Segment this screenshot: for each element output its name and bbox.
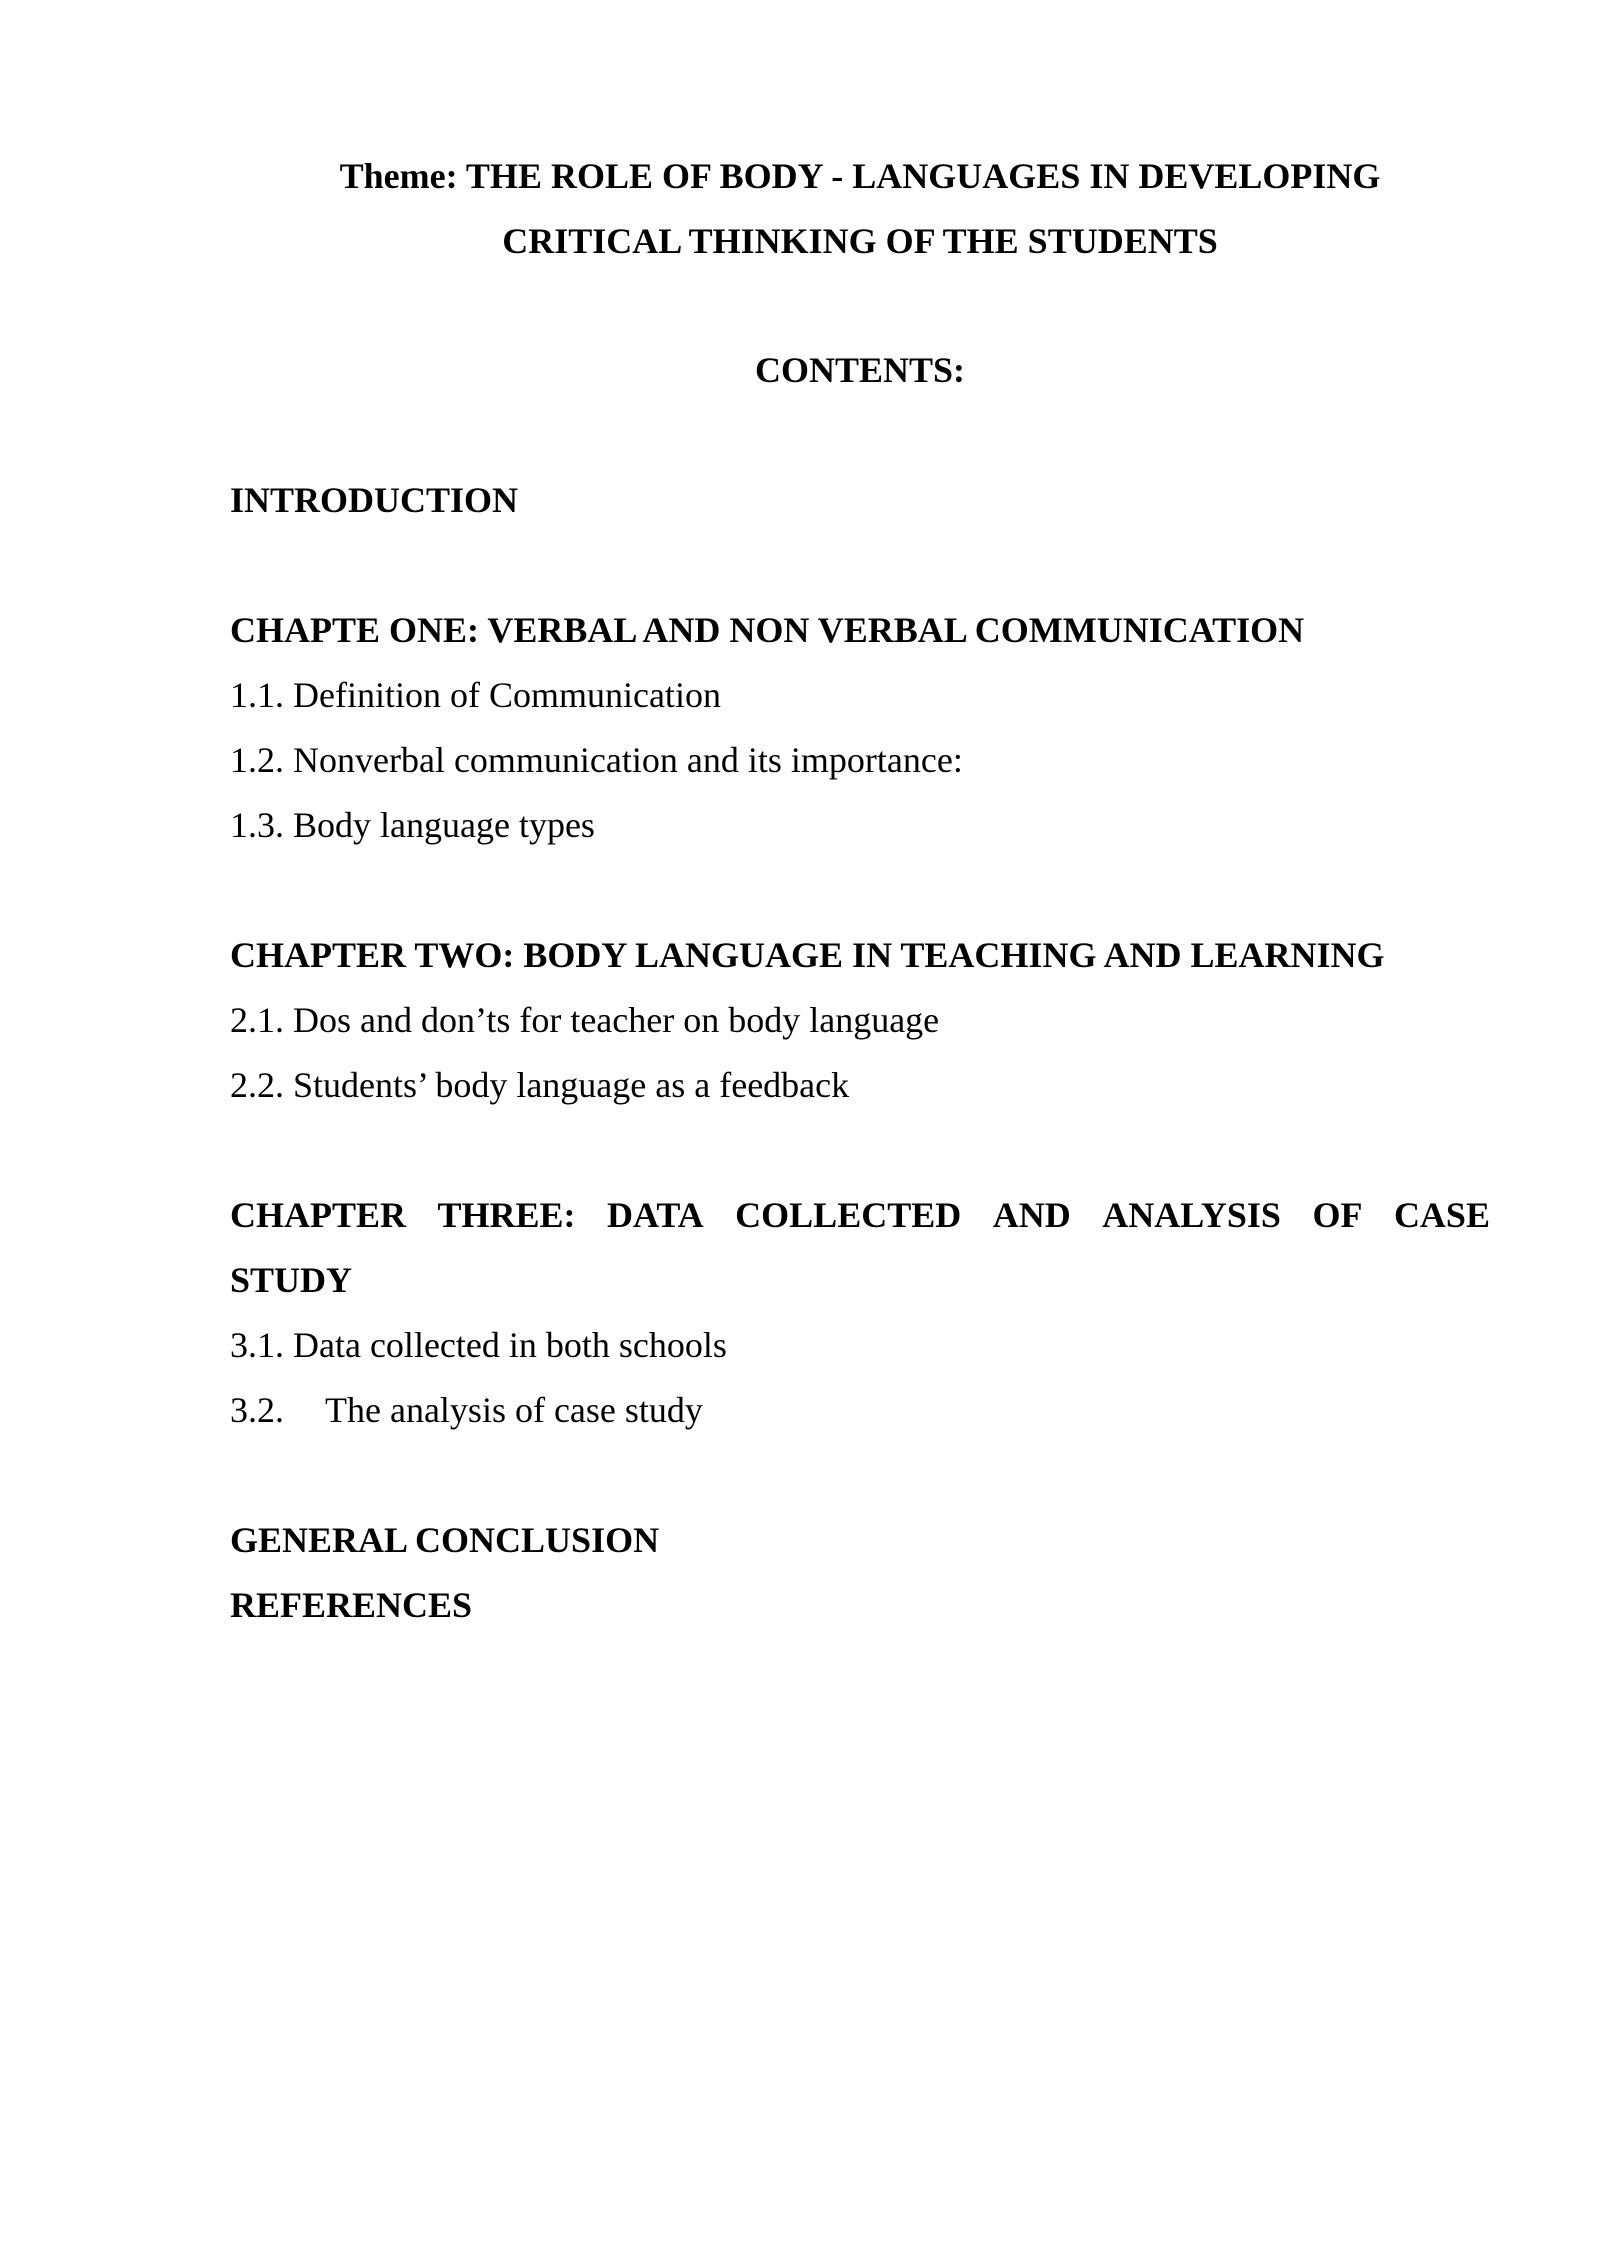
toc-item-2-1: 2.1. Dos and don’ts for teacher on body language xyxy=(230,1000,940,1040)
toc-item-3-1: 3.1. Data collected in both schools xyxy=(230,1325,727,1365)
toc-item-3-2-number: 3.2. xyxy=(230,1390,284,1430)
references-heading: REFERENCES xyxy=(230,1585,473,1625)
toc-item-3-2 xyxy=(230,1388,703,1432)
toc-item-1-1: 1.1. Definition of Communication xyxy=(230,675,721,715)
chapter-three-word: CASE xyxy=(1393,1195,1490,1235)
introduction-heading: INTRODUCTION xyxy=(230,480,519,520)
toc-item-1-3: 1.3. Body language types xyxy=(230,805,595,845)
chapter-three-word: AND xyxy=(992,1195,1071,1235)
chapter-three-heading-line-2: STUDY xyxy=(230,1260,353,1300)
chapter-two-heading: CHAPTER TWO: BODY LANGUAGE IN TEACHING AND LEARNING xyxy=(230,935,1385,975)
chapter-three-word: CHAPTER xyxy=(230,1195,407,1235)
chapter-three-word: DATA xyxy=(607,1195,704,1235)
toc-item-3-2-text: The analysis of case study xyxy=(325,1390,703,1430)
contents-heading: CONTENTS: xyxy=(754,350,966,390)
general-conclusion-heading: GENERAL CONCLUSION xyxy=(230,1520,660,1560)
chapter-three-word: ANALYSIS xyxy=(1102,1195,1281,1235)
toc-item-2-2: 2.2. Students’ body language as a feedback xyxy=(230,1065,850,1105)
toc-item-1-2: 1.2. Nonverbal communication and its importance: xyxy=(230,740,963,780)
chapter-one-heading: CHAPTE ONE: VERBAL AND NON VERBAL COMMUNICATION xyxy=(230,610,1305,650)
chapter-three-word: THREE: xyxy=(437,1195,576,1235)
title-line-1: Theme: THE ROLE OF BODY - LANGUAGES IN DEVELOPING xyxy=(339,156,1381,196)
chapter-three-heading xyxy=(230,1193,1490,1237)
chapter-three-word: OF xyxy=(1312,1195,1363,1235)
chapter-three-word: COLLECTED xyxy=(735,1195,962,1235)
title-line-2: CRITICAL THINKING OF THE STUDENTS xyxy=(502,221,1218,261)
